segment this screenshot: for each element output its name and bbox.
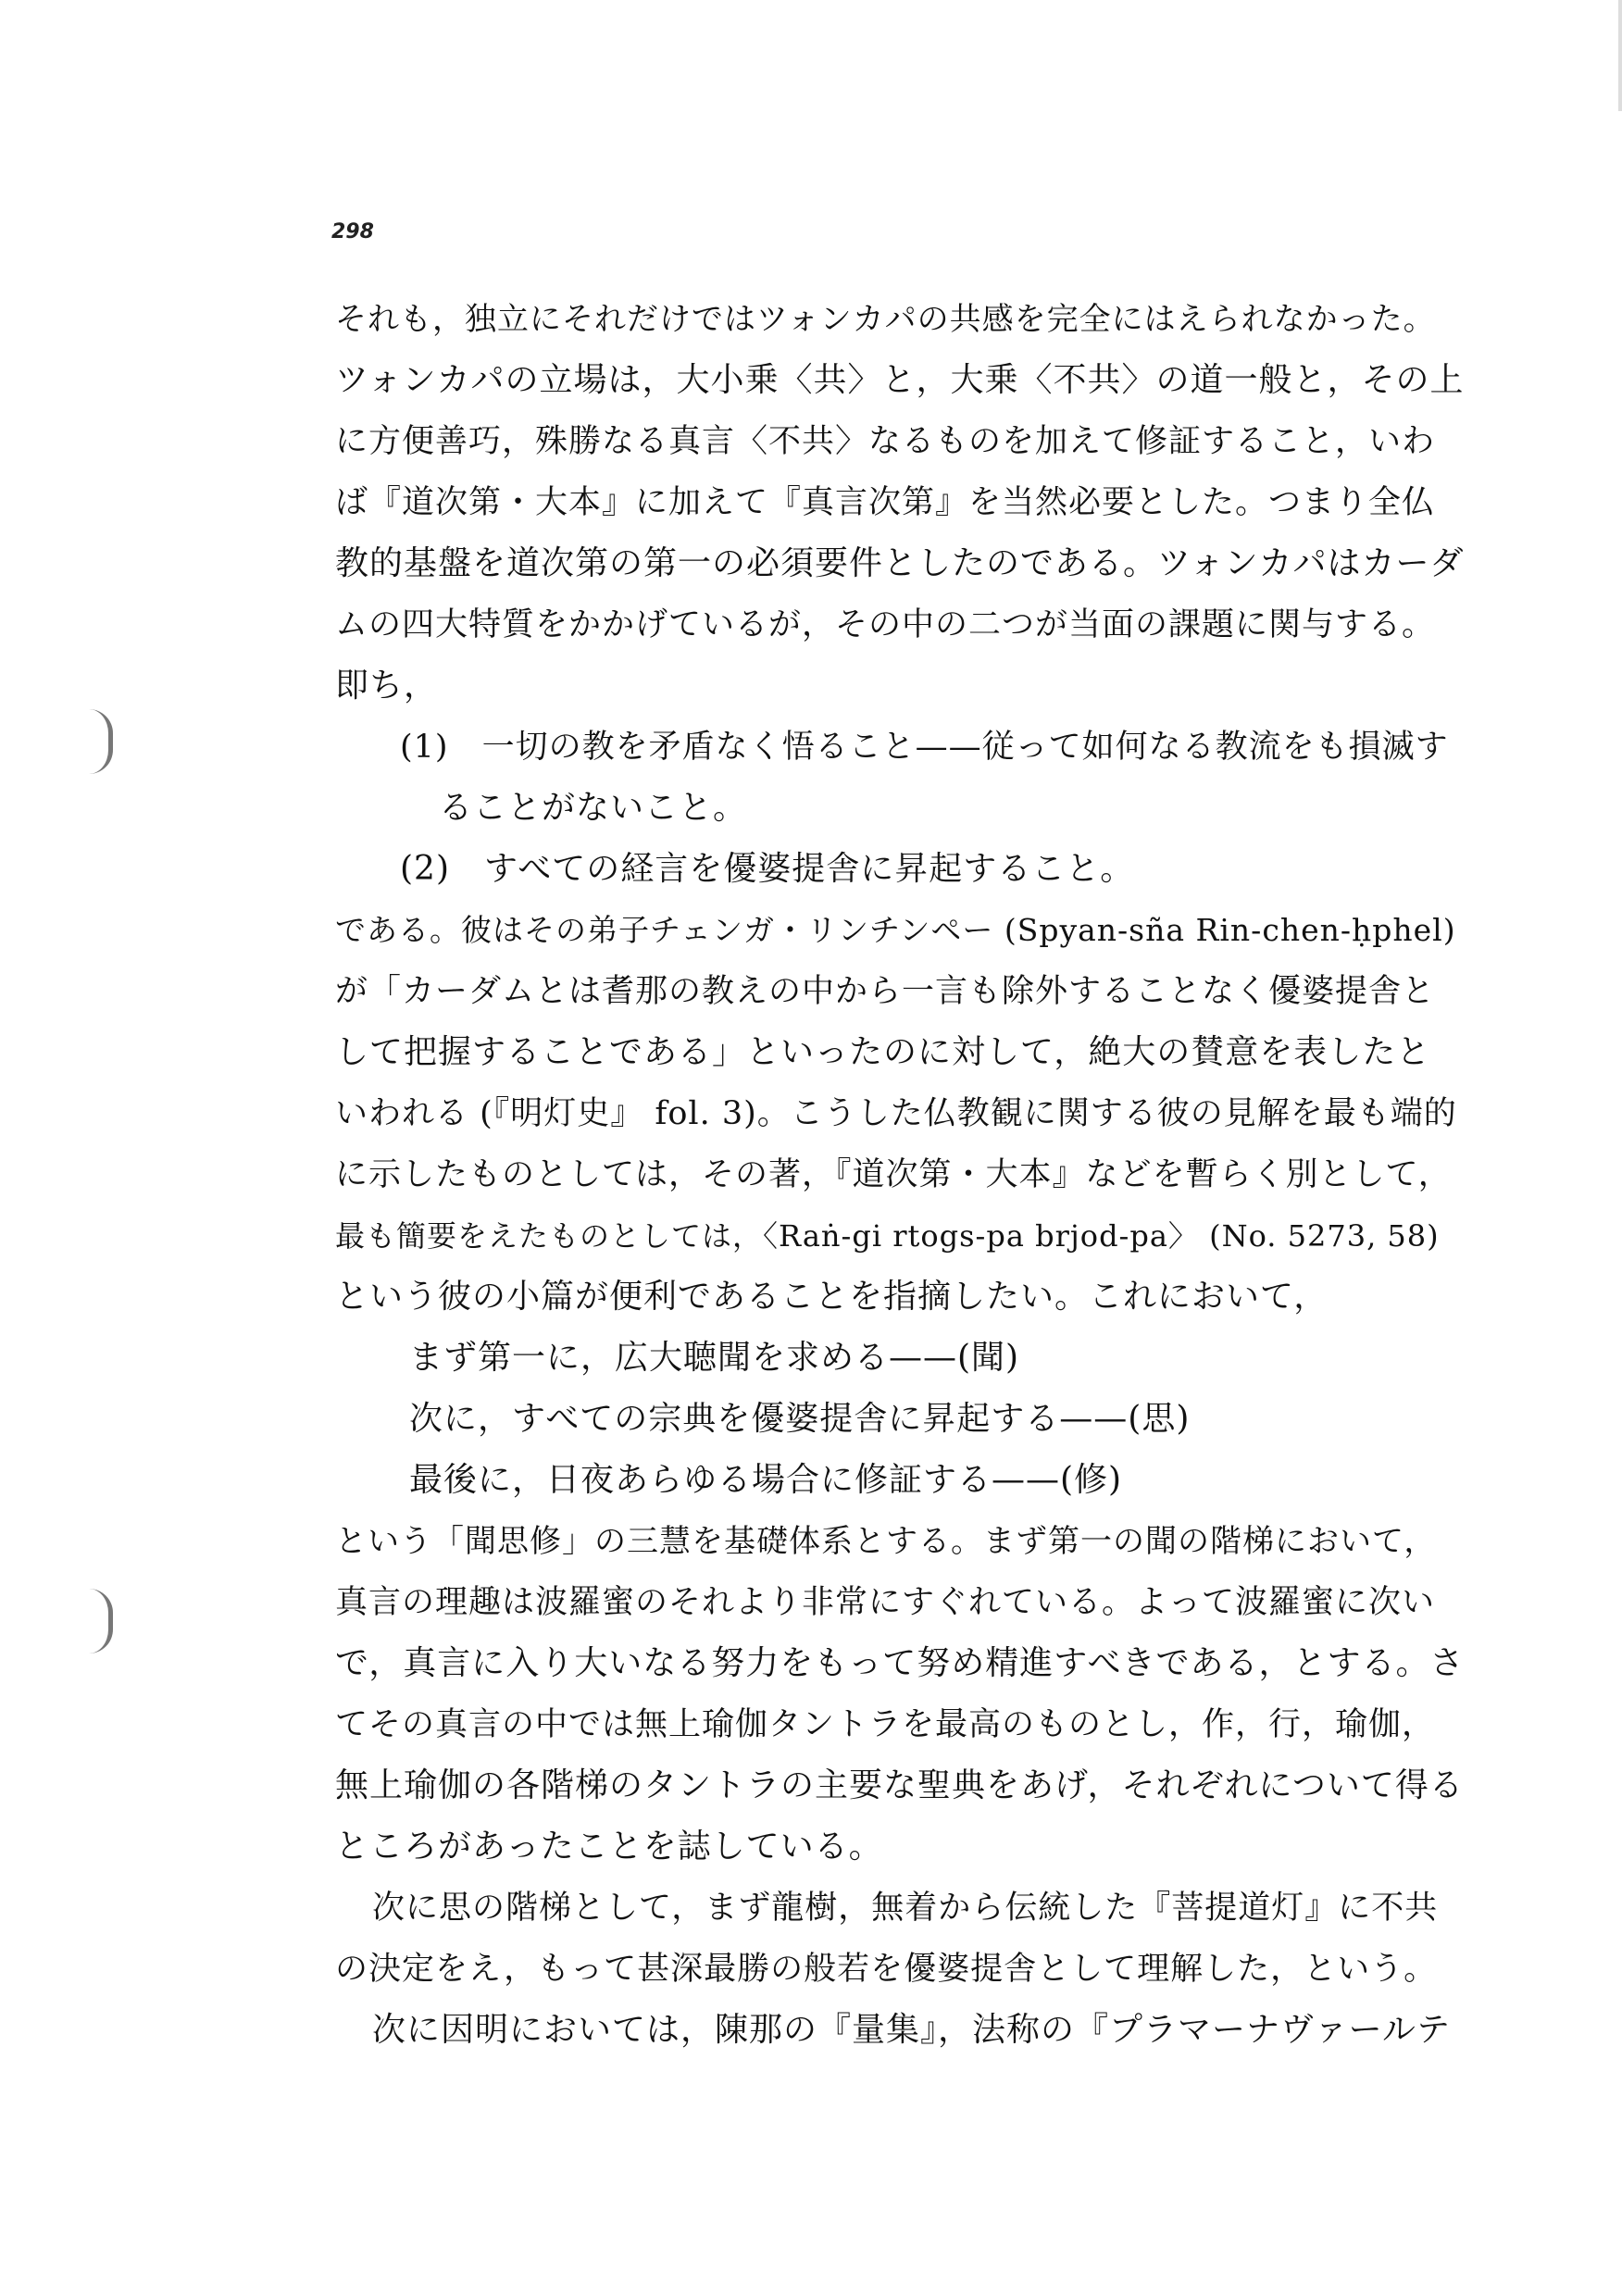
text-line: それも，独立にそれだけではツォンカパの共感を完全にはえられなかった。 xyxy=(335,301,1436,338)
text-line: に方便善巧，殊勝なる真言〈不共〉なるものを加えて修証すること，いわ xyxy=(335,423,1436,460)
text-line: 教的基盤を道次第の第一の必須要件としたのである。ツォンカパはカーダ xyxy=(335,544,1465,582)
text-line: (2) すべての経言を優婆提舎に昇起すること。 xyxy=(400,850,1135,888)
text-line: 無上瑜伽の各階梯のタントラの主要な聖典をあげ，それぞれについて得る xyxy=(335,1766,1464,1804)
text-line: ば『道次第・大本』に加えて『真言次第』を当然必要とした。つまり全仏 xyxy=(335,484,1436,521)
text-line: ることがないこと。 xyxy=(439,789,748,827)
text-line: が「カーダムとは耆那の教えの中から一言も除外することなく優婆提舎と xyxy=(335,973,1436,1010)
text-line: まず第一に，広大聴聞を求める——(聞) xyxy=(409,1339,1020,1377)
text-line: 真言の理趣は波羅蜜のそれより非常にすぐれている。よって波羅蜜に次い xyxy=(335,1584,1436,1621)
text-line: ツォンカパの立場は，大小乗〈共〉と，大乗〈不共〉の道一般と，その上 xyxy=(335,361,1465,399)
text-line: 最も簡要をえたものとしては，〈Raṅ-gi rtogs-pa brjod-pa〉 (No. 5273, 58) xyxy=(335,1218,1440,1254)
margin-bracket-mark xyxy=(89,709,113,774)
text-line: 次に因明においては，陳那の『量集』，法称の『プラマーナヴァールテ xyxy=(372,2011,1451,2049)
page-number: 298 xyxy=(331,220,374,243)
text-line: 即ち， xyxy=(335,667,439,705)
text-line: して把握することである」といったのに対して，絶大の賛意を表したと xyxy=(335,1033,1431,1071)
text-line: いわれる (『明灯史』 fol. 3)。こうした仏教観に関する彼の見解を最も端的 xyxy=(335,1095,1457,1132)
text-line: という「聞思修」の三慧を基礎体系とする。まず第一の聞の階梯において， xyxy=(335,1523,1437,1560)
text-line: 次に思の階梯として，まず龍樹，無着から伝統した『菩提道灯』に不共 xyxy=(372,1890,1439,1927)
margin-bracket-mark xyxy=(89,1589,113,1653)
scan-edge-mark xyxy=(1618,0,1622,111)
text-line: の決定をえ，もって甚深最勝の般若を優婆提舎として理解した，という。 xyxy=(335,1951,1438,1988)
text-line: ムの四大特質をかかげているが，その中の二つが当面の課題に関与する。 xyxy=(335,606,1436,643)
text-line: 最後に，日夜あらゆる場合に修証する——(修) xyxy=(409,1461,1123,1499)
body-text xyxy=(335,289,1465,2061)
text-line: 次に，すべての宗典を優婆提舎に昇起する——(思) xyxy=(409,1400,1191,1438)
text-line: である。彼はその弟子チェンガ・リンチンペー (Spyan-sña Rin-chen-ḥphel) xyxy=(335,912,1456,948)
text-line: で，真言に入り大いなる努力をもって努め精進すべきである，とする。さ xyxy=(335,1644,1465,1682)
text-line: (1) 一切の教を矛盾なく悟ること——従って如何なる教流をも損滅す xyxy=(400,729,1449,766)
text-line: という彼の小篇が便利であることを指摘したい。これにおいて， xyxy=(335,1278,1329,1316)
text-line: に示したものとしては，その著，『道次第・大本』などを暫らく別として， xyxy=(335,1156,1452,1193)
text-line: ところがあったことを誌している。 xyxy=(335,1828,883,1866)
text-line: てその真言の中では無上瑜伽タントラを最高のものとし，作，行，瑜伽， xyxy=(335,1706,1436,1743)
